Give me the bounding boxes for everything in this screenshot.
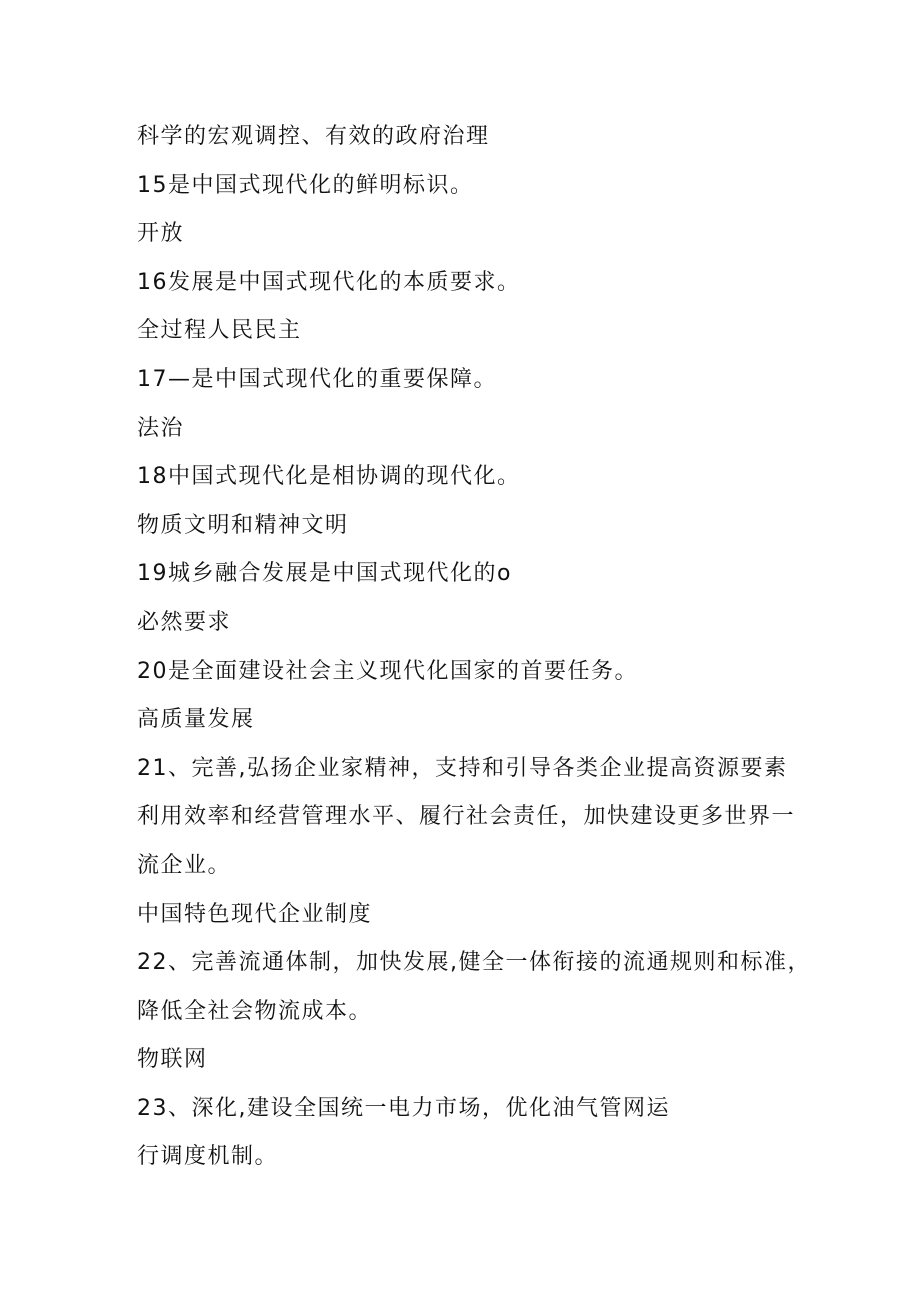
answer-line: 科学的宏观调控、有效的政府治理 bbox=[137, 124, 490, 149]
question-line-continued: 利用效率和经营管理水平、履行社会责任，加快建设更多世界一 bbox=[137, 804, 796, 830]
question-line: 22、完善流通体制，加快发展,健全一体衔接的流通规则和标准， bbox=[137, 950, 811, 976]
answer-line: 必然要求 bbox=[137, 609, 232, 635]
answer-line: 全过程人民民主 bbox=[137, 318, 302, 344]
question-line-continued: 行调度机制。 bbox=[137, 1144, 279, 1170]
question-line: 16发展是中国式现代化的本质要求。 bbox=[137, 269, 521, 295]
answer-line: 中国特色现代企业制度 bbox=[137, 901, 373, 927]
question-line: 20是全面建设社会主义现代化国家的首要任务。 bbox=[137, 658, 638, 684]
answer-line: 开放 bbox=[137, 221, 185, 247]
answer-line: 物联网 bbox=[137, 1047, 208, 1073]
answer-line: 高质量发展 bbox=[137, 707, 255, 733]
question-line: 19城乡融合发展是中国式现代化的o bbox=[137, 561, 512, 587]
question-line: 21、完善,弘扬企业家精神，支持和引导各类企业提高资源要素 bbox=[137, 755, 788, 781]
question-line-continued: 降低全社会物流成本。 bbox=[137, 998, 373, 1024]
question-line: 17—是中国式现代化的重要保障。 bbox=[137, 366, 497, 392]
question-line-continued: 流企业。 bbox=[137, 852, 232, 878]
answer-line: 法治 bbox=[137, 415, 185, 441]
question-line: 18中国式现代化是相协调的现代化。 bbox=[137, 464, 521, 490]
question-line: 23、深化,建设全国统一电力市场，优化油气管网运 bbox=[137, 1095, 670, 1121]
document-body bbox=[137, 113, 811, 1182]
answer-line: 物质文明和精神文明 bbox=[137, 512, 349, 538]
question-line: 15是中国式现代化的鲜明标识。 bbox=[137, 172, 474, 198]
